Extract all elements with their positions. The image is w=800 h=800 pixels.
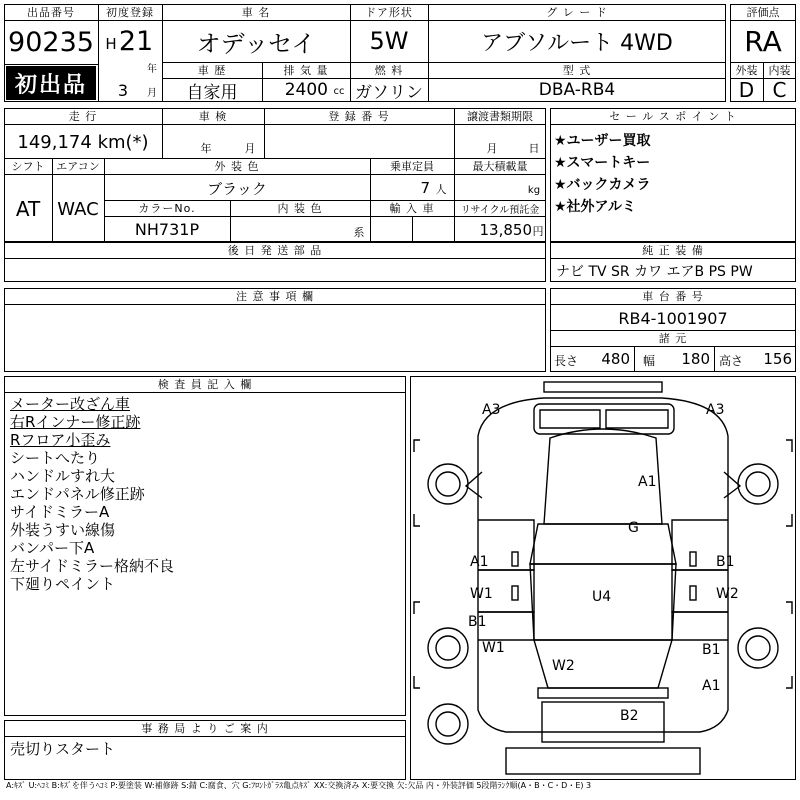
doors: 5W [369, 27, 409, 55]
first-reg-label: 初度登録 [106, 6, 154, 19]
office-message: 売切りスタート [10, 739, 116, 758]
inspector-note: バンパー下A [10, 539, 95, 557]
inspector-note: Rフロア小歪み [10, 431, 111, 449]
length-label: 長さ [553, 353, 578, 368]
load-label: 最大積載量 [472, 160, 528, 173]
notice-label: 注 意 事 項 欄 [236, 290, 314, 303]
inspector-note: ハンドルすれ大 [10, 467, 116, 485]
color: ブラック [207, 179, 267, 198]
import-label: 輸 入 車 [389, 202, 435, 215]
inspection-year-unit: 年 [200, 142, 212, 155]
damage-mark: U4 [592, 589, 612, 605]
transfer-label: 譲渡書類期限 [467, 110, 533, 123]
lot-number-label: 出品番号 [27, 6, 75, 19]
score: RA [744, 24, 782, 58]
inspection-label: 車 検 [198, 110, 228, 123]
interior-grade: C [772, 78, 787, 102]
seats: 7 [420, 179, 430, 197]
damage-mark: W1 [482, 640, 505, 656]
interior-label: 内装 [768, 64, 791, 77]
load-unit: kg [527, 184, 541, 196]
inspector-note: 左サイドミラー格納不良 [10, 557, 174, 575]
seats-label: 乗車定員 [390, 160, 434, 173]
recycle-fee: 13,850 [479, 221, 532, 239]
office-label: 事 務 局 よ り ご 案 内 [141, 722, 269, 735]
color-label: 外 装 色 [214, 160, 260, 173]
recycle-label: リサイクル預託金 [460, 204, 540, 216]
doors-label: ドア形状 [365, 6, 413, 19]
interior-color-unit: 系 [353, 226, 365, 239]
grade-label: グ レ ー ド [546, 6, 608, 19]
equipment-label: 純 正 装 備 [642, 244, 704, 257]
mileage-label: 走 行 [68, 110, 98, 123]
score-label: 評価点 [746, 6, 780, 19]
era: H [105, 35, 117, 53]
damage-mark: B2 [620, 708, 639, 724]
displacement: 2400 [284, 80, 328, 100]
car-name: オデッセイ [196, 29, 316, 58]
model-label: 型 式 [562, 64, 592, 77]
dims-label: 諸 元 [658, 332, 688, 345]
transfer-day-unit: 日 [528, 142, 540, 155]
interior-color-label: 内 装 色 [277, 202, 323, 215]
equipment-list: ナビ TV SR カワ エアB PS PW [556, 264, 753, 280]
displacement-unit: cc [333, 85, 345, 97]
width-value: 180 [681, 350, 710, 368]
seats-unit: 人 [435, 183, 447, 196]
exterior-label: 外装 [735, 64, 758, 77]
damage-mark: B1 [468, 614, 487, 630]
damage-mark: A1 [638, 474, 657, 490]
damage-mark: B1 [716, 554, 735, 570]
aircon-label: エアコン [56, 160, 100, 173]
chassis-number: RB4-1001907 [618, 308, 728, 328]
car-diagram [410, 376, 796, 780]
inspector-note: メーター改ざん車 [10, 395, 131, 413]
month-unit: 月 [147, 87, 157, 98]
recycle-unit: 円 [532, 225, 544, 238]
grade: アブソルート 4WD [481, 30, 673, 56]
model: DBA-RB4 [538, 80, 616, 100]
height-value: 156 [763, 350, 792, 368]
inspector-note: 右Rインナー修正跡 [10, 413, 141, 431]
inspector-note: エンドパネル修正跡 [10, 485, 145, 503]
shift: AT [15, 197, 41, 221]
color-no-label: カラーNo. [138, 202, 196, 215]
color-no: NH731P [134, 219, 200, 239]
damage-mark: B1 [702, 642, 721, 658]
inspector-note: 下廻りペイント [10, 575, 116, 593]
history: 自家用 [186, 82, 238, 102]
exterior-grade: D [738, 78, 755, 102]
selling-point-item: ★バックカメラ [554, 177, 651, 193]
height-label: 高さ [718, 353, 743, 368]
reg-month: 3 [117, 80, 129, 100]
selling-points-label: セ ー ル ス ポ イ ン ト [609, 110, 737, 123]
aircon: WAC [57, 198, 99, 220]
damage-mark: A1 [702, 678, 721, 694]
damage-mark: W2 [552, 658, 575, 674]
damage-mark: A1 [470, 554, 489, 570]
mileage: 149,174 km(*) [17, 131, 149, 153]
selling-point-item: ★スマートキー [554, 155, 651, 171]
width-label: 幅 [642, 353, 655, 368]
history-label: 車 歴 [197, 64, 227, 77]
first-listing-badge: 初出品 [6, 66, 96, 100]
later-parts-label: 後 日 発 送 部 品 [227, 244, 323, 257]
damage-mark: W1 [470, 586, 493, 602]
length-value: 480 [601, 350, 630, 368]
inspection-month-unit: 月 [244, 142, 256, 155]
chassis-label: 車 台 番 号 [642, 290, 704, 303]
inspector-note: 外装うすい線傷 [10, 521, 116, 539]
legend-footer: A:ｷｽﾞ U:ﾍｺﾐ B:ｷｽﾞを伴うﾍｺﾐ P:要塗装 W:補修跡 S:錆 C:腐食、穴 G:ﾌﾛﾝﾄｶﾞﾗｽ亀点ｷｽﾞ XX:交換済み X:要交換 欠:欠品 内・外装評価 5段階ﾗﾝｸ順(A・B・C・D・E) 3 [6, 781, 592, 790]
selling-point-item: ★社外アルミ [554, 199, 636, 215]
year-unit: 年 [147, 63, 157, 74]
lot-number: 90235 [8, 26, 94, 58]
reg-year: 21 [118, 25, 154, 57]
car-name-label: 車 名 [241, 6, 271, 19]
displacement-label: 排 気 量 [283, 64, 329, 77]
damage-mark: G [628, 520, 639, 536]
inspector-note: シートへたり [10, 449, 101, 467]
shift-label: シフト [11, 160, 45, 173]
selling-point-item: ★ユーザー買取 [554, 133, 651, 149]
fuel: ガソリン [355, 82, 423, 102]
transfer-month-unit: 月 [486, 142, 498, 155]
damage-mark: W2 [716, 586, 739, 602]
inspector-note: サイドミラーA [10, 503, 110, 521]
damage-mark: A3 [482, 402, 501, 418]
plate-label: 登 録 番 号 [328, 110, 390, 123]
inspector-label: 検 査 員 記 入 欄 [157, 378, 253, 391]
fuel-label: 燃 料 [374, 64, 404, 77]
damage-mark: A3 [706, 402, 725, 418]
